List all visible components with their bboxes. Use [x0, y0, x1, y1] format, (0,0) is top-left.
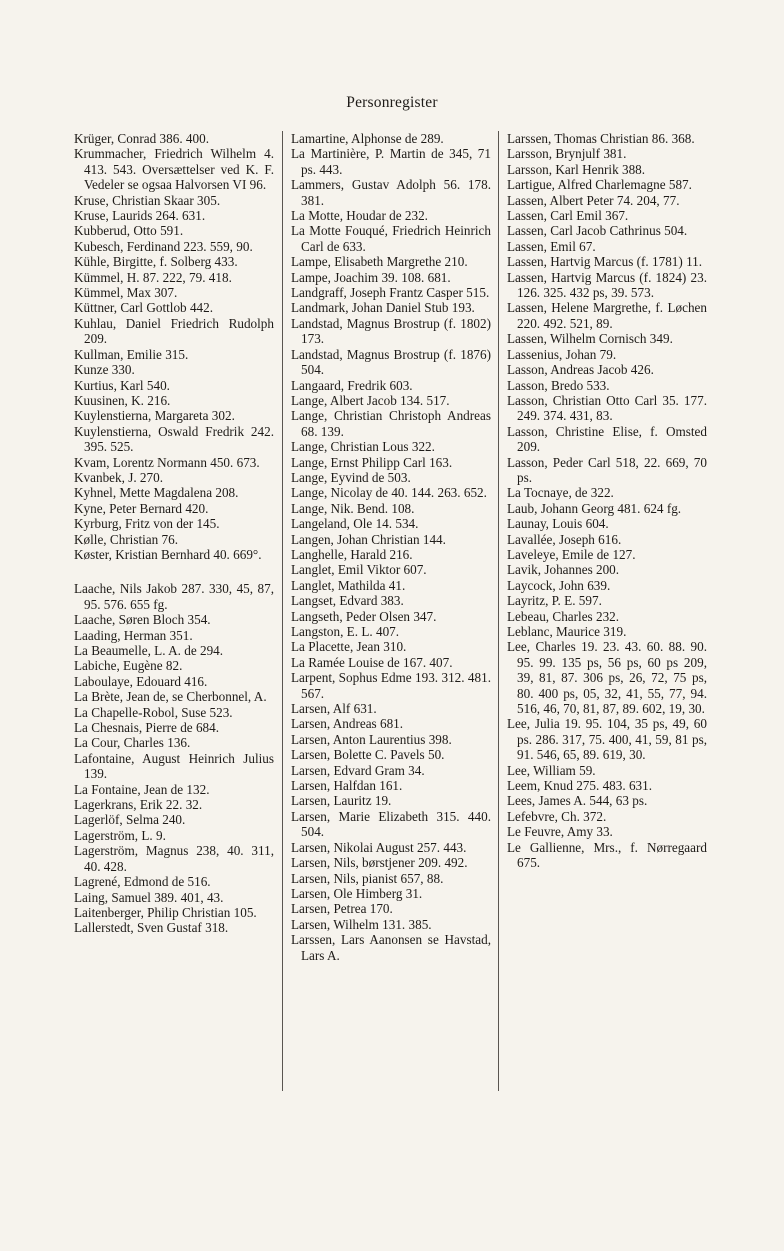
index-entry: Krüger, Conrad 386. 400.	[74, 131, 209, 146]
index-entry: Kullman, Emilie 315.	[74, 346, 189, 362]
index-entry: Küttner, Carl Gottlob 442.	[74, 300, 214, 316]
index-entry: Lange, Christian Christoph Andreas 68. 139.	[291, 408, 491, 439]
index-entry: La Chesnais, Pierre de 684.	[74, 720, 220, 736]
index-entry: Lagerström, Magnus 238, 40. 311, 40. 428.	[74, 843, 274, 874]
index-entry: Kølle, Christian 76.	[74, 531, 179, 547]
index-entry: Lassen, Carl Emil 367.	[507, 208, 629, 224]
index-entry: Leblanc, Maurice 319.	[507, 624, 627, 639]
index-entry: Køster, Kristian Bernhard 40. 669°.	[74, 546, 262, 562]
index-entry: Larsen, Andreas 681.	[291, 716, 404, 732]
index-entry: Langen, Johan Christian 144.	[291, 531, 446, 547]
index-entry: Lallerstedt, Sven Gustaf 318.	[74, 920, 229, 936]
index-entry: Le Gallienne, Mrs., f. Nørregaard 675.	[507, 839, 707, 871]
index-entry: Lefebvre, Ch. 372.	[507, 808, 607, 824]
index-entry: Lagerkrans, Erik 22. 32.	[74, 797, 203, 813]
column-divider-right	[498, 131, 499, 1091]
index-entry: Lampe, Elisabeth Margrethe 210.	[291, 254, 468, 270]
index-entry: Laub, Johann Georg 481. 624 fg.	[507, 500, 682, 516]
index-entry: La Martinière, P. Martin de 345, 71 ps. 443.	[291, 146, 491, 177]
index-entry: Lasson, Bredo 533.	[507, 377, 610, 393]
index-entry: Landgraff, Joseph Frantz Casper 515.	[291, 285, 490, 301]
index-entry: Kuylenstierna, Oswald Fredrik 242. 395. 525.	[74, 423, 274, 455]
index-entry: Laache, Nils Jakob 287. 330, 45, 87, 95. 576. 655 fg.	[74, 581, 274, 612]
index-entry: Larsen, Marie Elizabeth 315. 440. 504.	[291, 808, 491, 840]
index-entry: Kyrburg, Fritz von der 145.	[74, 516, 220, 532]
index-column-left	[74, 131, 274, 936]
index-entry: Lampe, Joachim 39. 108. 681.	[291, 269, 451, 285]
index-entry: La Motte, Houdar de 232.	[291, 208, 428, 224]
index-entry: Larsen, Anton Laurentius 398.	[291, 731, 452, 747]
index-entry: Larsen, Lauritz 19.	[291, 793, 392, 809]
index-entry: Lassen, Hartvig Marcus (f. 1824) 23. 126. 325. 432 ps, 39. 573.	[507, 269, 707, 301]
index-entry: La Chapelle-Robol, Suse 523.	[74, 704, 233, 720]
index-entry: Lartigue, Alfred Charlemagne 587.	[507, 177, 692, 193]
index-entry: Lamartine, Alphonse de 289.	[291, 131, 444, 146]
index-entry: Lafontaine, August Heinrich Julius 139.	[74, 750, 274, 782]
index-entry: Lavik, Johannes 200.	[507, 562, 620, 578]
index-entry: Lange, Nik. Bend. 108.	[291, 500, 415, 516]
index-entry: Kyne, Peter Bernard 420.	[74, 500, 209, 516]
index-entry: La Fontaine, Jean de 132.	[74, 781, 210, 797]
index-entry: La Placette, Jean 310.	[291, 639, 407, 655]
index-entry: La Cour, Charles 136.	[74, 735, 191, 751]
index-entry: Layritz, P. E. 597.	[507, 593, 602, 609]
index-entry: Kunze 330.	[74, 362, 135, 378]
index-entry: Langeland, Ole 14. 534.	[291, 516, 419, 532]
index-entry: Larsen, Alf 631.	[291, 701, 377, 717]
index-entry: Kubesch, Ferdinand 223. 559, 90.	[74, 238, 253, 254]
index-entry: Lasson, Peder Carl 518, 22. 669, 70 ps.	[507, 454, 707, 485]
index-entry: Lebeau, Charles 232.	[507, 608, 620, 624]
index-entry: Laveleye, Emile de 127.	[507, 546, 636, 562]
index-entry: Larsen, Ole Himberg 31.	[291, 885, 423, 901]
column-divider-left	[282, 131, 283, 1091]
index-entry: Larsson, Karl Henrik 388.	[507, 161, 646, 177]
index-entry: Lange, Albert Jacob 134. 517.	[291, 392, 450, 408]
index-entry: Lasson, Christine Elise, f. Omsted 209.	[507, 423, 707, 455]
index-entry: Lee, Charles 19. 23. 43. 60. 88. 90. 95. 99. 135 ps, 56 ps, 60 ps 209, 39, 81, 87. 306 ps, 26, 72, 75 ps, 80. 400 ps, 05, 32, 41, 55, 77, 94. 516, 46, 70, 81, 87, 89. 602, 19, 30.	[507, 639, 707, 717]
index-entry: Laading, Herman 351.	[74, 627, 193, 643]
index-entry: Langhelle, Harald 216.	[291, 546, 413, 562]
index-entry: Langseth, Peder Olsen 347.	[291, 608, 437, 624]
index-entry: Lange, Nicolay de 40. 144. 263. 652.	[291, 485, 487, 501]
index-entry: Larsen, Edvard Gram 34.	[291, 762, 425, 778]
index-entry: Lange, Christian Lous 322.	[291, 439, 435, 455]
index-column-right	[507, 131, 707, 871]
index-entry: Langaard, Fredrik 603.	[291, 377, 413, 393]
index-entry: Kuusinen, K. 216.	[74, 392, 171, 408]
index-entry: La Tocnaye, de 322.	[507, 485, 614, 501]
index-entry: Lagerström, L. 9.	[74, 827, 166, 843]
index-entry: Kümmel, H. 87. 222, 79. 418.	[74, 269, 232, 285]
index-entry: La Brète, Jean de, se Cherbonnel, A.	[74, 689, 267, 705]
index-entry: Kyhnel, Mette Magdalena 208.	[74, 485, 239, 501]
index-entry: Labiche, Eugène 82.	[74, 658, 183, 674]
index-entry: Larsen, Bolette C. Pavels 50.	[291, 747, 445, 763]
index-entry: Kubberud, Otto 591.	[74, 223, 184, 239]
index-entry: Lasson, Andreas Jacob 426.	[507, 362, 654, 378]
index-entry: Langston, E. L. 407.	[291, 624, 400, 639]
index-entry: Lassen, Hartvig Marcus (f. 1781) 11.	[507, 254, 703, 270]
index-entry: Lagerlöf, Selma 240.	[74, 812, 186, 828]
index-entry: Lavallée, Joseph 616.	[507, 531, 622, 547]
index-entry: Lammers, Gustav Adolph 56. 178. 381.	[291, 177, 491, 208]
index-entry: Larsen, Nils, pianist 657, 88.	[291, 870, 444, 886]
index-entry: Laitenberger, Philip Christian 105.	[74, 904, 257, 920]
index-entry: Larssen, Thomas Christian 86. 368.	[507, 131, 695, 146]
index-entry: Leem, Knud 275. 483. 631.	[507, 778, 653, 794]
index-entry: Langlet, Mathilda 41.	[291, 577, 406, 593]
index-entry: Kvanbek, J. 270.	[74, 469, 164, 485]
index-entry: La Beaumelle, L. A. de 294.	[74, 643, 224, 658]
index-entry: Larsen, Wilhelm 131. 385.	[291, 916, 432, 932]
index-entry: Lassen, Wilhelm Cornisch 349.	[507, 331, 673, 347]
index-entry: Lasson, Christian Otto Carl 35. 177. 249. 374. 431, 83.	[507, 392, 707, 424]
index-entry: Larsen, Halfdan 161.	[291, 778, 403, 794]
index-entry: Larsen, Petrea 170.	[291, 901, 393, 917]
index-entry: Kühle, Birgitte, f. Solberg 433.	[74, 254, 238, 270]
index-entry: Lassen, Carl Jacob Cathrinus 504.	[507, 223, 688, 239]
index-entry: Landmark, Johan Daniel Stub 193.	[291, 300, 475, 316]
index-entry: Launay, Louis 604.	[507, 516, 609, 532]
index-entry: Krummacher, Friedrich Wilhelm 4. 413. 543. Oversættelser ved K. F. Vedeler se ogsaa Halvorsen VI 96.	[74, 146, 274, 193]
index-entry: Landstad, Magnus Brostrup (f. 1802) 173.	[291, 315, 491, 347]
index-entry: Lassenius, Johan 79.	[507, 346, 617, 362]
index-entry: Kümmel, Max 307.	[74, 285, 178, 301]
index-entry: La Motte Fouqué, Friedrich Heinrich Carl de 633.	[291, 223, 491, 254]
index-entry: Lees, James A. 544, 63 ps.	[507, 793, 648, 809]
index-entry: Larpent, Sophus Edme 193. 312. 481. 567.	[291, 670, 491, 701]
index-entry: Lange, Ernst Philipp Carl 163.	[291, 454, 453, 470]
index-entry: Kruse, Laurids 264. 631.	[74, 208, 206, 224]
index-entry: Kuylenstierna, Margareta 302.	[74, 408, 235, 424]
index-entry: Laboulaye, Edouard 416.	[74, 673, 208, 689]
index-entry: Langset, Edvard 383.	[291, 593, 404, 609]
index-entry: Lee, William 59.	[507, 762, 596, 778]
index-entry: Laache, Søren Bloch 354.	[74, 612, 211, 628]
index-entry: La Ramée Louise de 167. 407.	[291, 654, 453, 670]
index-entry: Lange, Eyvind de 503.	[291, 469, 411, 485]
index-entry: Lee, Julia 19. 95. 104, 35 ps, 49, 60 ps. 286. 317, 75. 400, 41, 59, 81 ps, 91. 546, 65, 89. 619, 30.	[507, 716, 707, 763]
index-entry: Le Feuvre, Amy 33.	[507, 824, 613, 840]
index-entry: Landstad, Magnus Brostrup (f. 1876) 504.	[291, 346, 491, 378]
index-entry: Kurtius, Karl 540.	[74, 377, 170, 393]
index-entry: Larsen, Nils, børstjener 209. 492.	[291, 855, 468, 871]
index-entry: Larssen, Lars Aanonsen se Havstad, Lars A.	[291, 932, 491, 963]
index-entry: Larsson, Brynjulf 381.	[507, 146, 627, 162]
index-entry: Langlet, Emil Viktor 607.	[291, 562, 427, 578]
index-entry: Larsen, Nikolai August 257. 443.	[291, 839, 467, 855]
index-entry: Lagrené, Edmond de 516.	[74, 874, 211, 890]
section-gap	[74, 562, 274, 581]
index-entry: Lassen, Emil 67.	[507, 238, 596, 254]
index-entry: Kvam, Lorentz Normann 450. 673.	[74, 454, 260, 470]
index-entry: Lassen, Albert Peter 74. 204, 77.	[507, 192, 680, 208]
index-column-middle	[291, 131, 491, 963]
index-entry: Lassen, Helene Margrethe, f. Løchen 220. 492. 521, 89.	[507, 300, 707, 331]
index-entry: Laycock, John 639.	[507, 577, 611, 593]
index-entry: Kruse, Christian Skaar 305.	[74, 192, 221, 208]
page-title: Personregister	[346, 94, 438, 111]
index-entry: Kuhlau, Daniel Friedrich Rudolph 209.	[74, 315, 274, 347]
index-entry: Laing, Samuel 389. 401, 43.	[74, 889, 224, 905]
